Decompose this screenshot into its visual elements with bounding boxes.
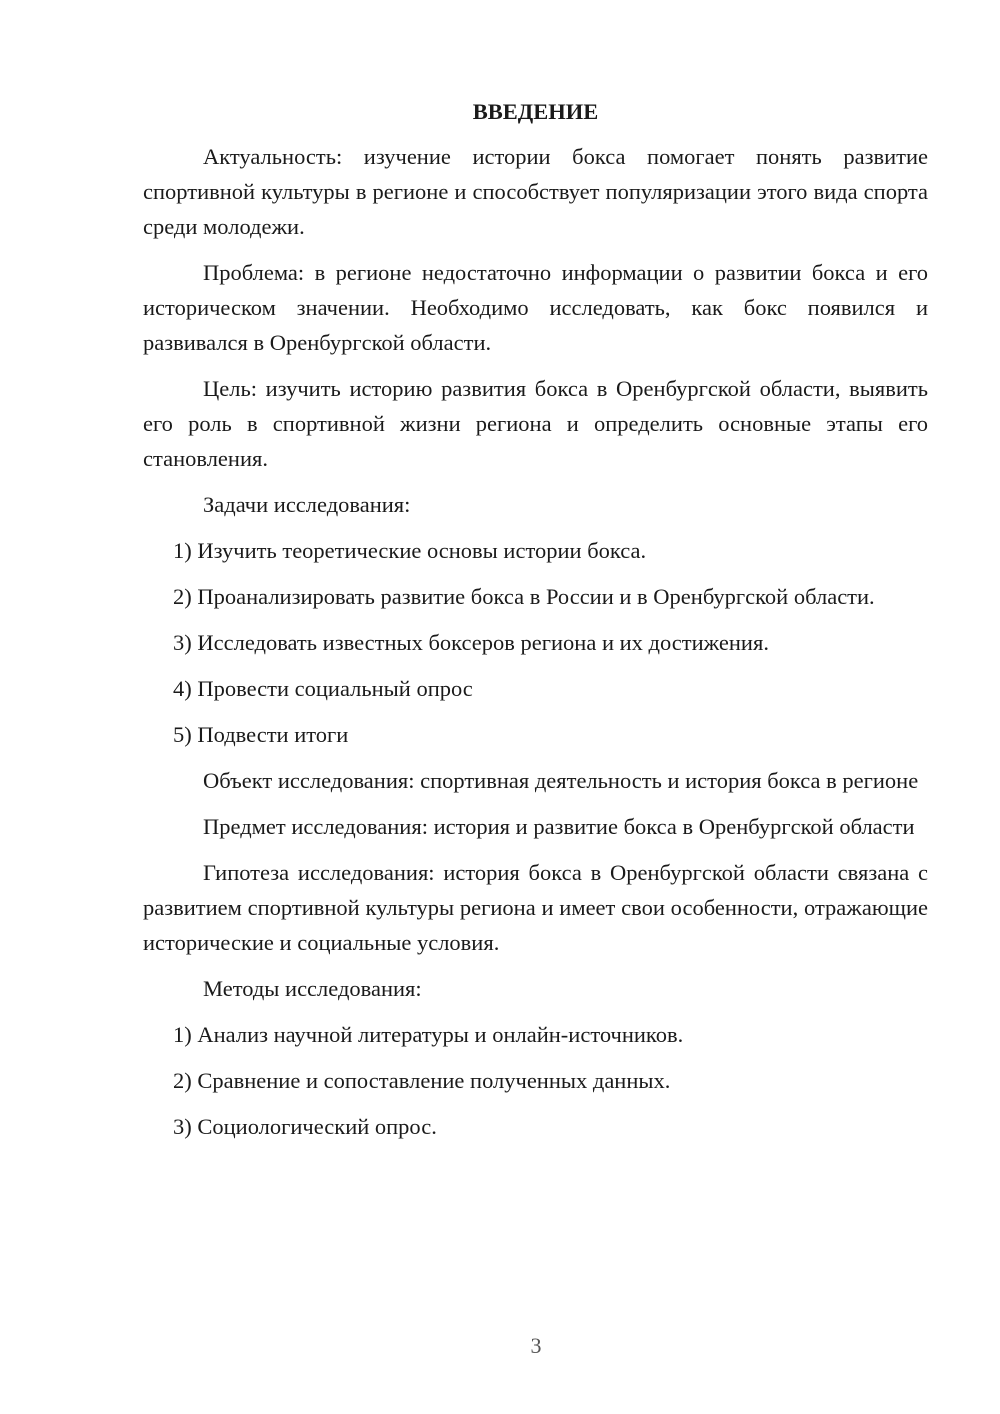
hypothesis-paragraph: Гипотеза исследования: история бокса в Оренбургской области связана с развитием спортивной культуры региона и имеет свои особенности, отражающие исторические и социальные условия. [143, 860, 928, 955]
relevance-paragraph: Актуальность: изучение истории бокса помогает понять развитие спортивной культуры в регионе и способствует популяризации этого вида спорта среди молодежи. [143, 144, 928, 239]
task-item: 5) Подвести итоги [173, 722, 349, 747]
task-item: 4) Провести социальный опрос [173, 676, 473, 701]
task-item: 2) Проанализировать развитие бокса в России и в Оренбургской области. [173, 584, 875, 609]
task-item: 3) Исследовать известных боксеров региона и их достижения. [173, 630, 769, 655]
tasks-heading: Задачи исследования: [203, 492, 411, 517]
task-item: 1) Изучить теоретические основы истории бокса. [173, 538, 647, 563]
methods-heading: Методы исследования: [203, 976, 422, 1001]
document-body [143, 94, 928, 1155]
method-item: 2) Сравнение и сопоставление полученных данных. [173, 1068, 671, 1093]
method-item: 1) Анализ научной литературы и онлайн-источников. [173, 1022, 684, 1047]
section-title: ВВЕДЕНИЕ [472, 99, 599, 124]
subject-paragraph: Предмет исследования: история и развитие бокса в Оренбургской области [203, 814, 915, 839]
page-number: 3 [530, 1333, 542, 1358]
problem-paragraph: Проблема: в регионе недостаточно информации о развитии бокса и его историческом значении. Необходимо исследовать, как бокс появился и развивался в Оренбургской области. [143, 260, 928, 355]
goal-paragraph: Цель: изучить историю развития бокса в Оренбургской области, выявить его роль в спортивной жизни региона и определить основные этапы его становления. [143, 376, 928, 471]
method-item: 3) Социологический опрос. [173, 1114, 437, 1139]
object-paragraph: Объект исследования: спортивная деятельность и история бокса в регионе [203, 768, 919, 793]
